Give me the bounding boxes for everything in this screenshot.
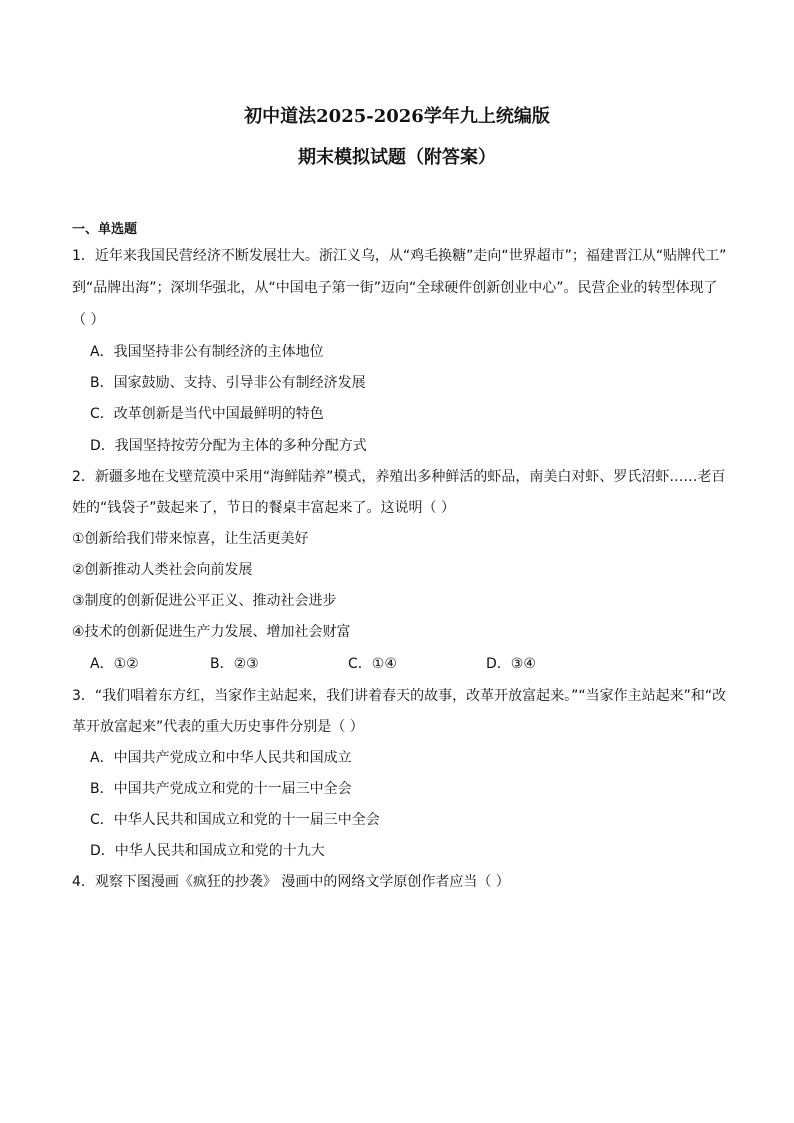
question-1-option-a[interactable]: A．我国坚持非公有制经济的主体地位 [90, 344, 324, 360]
question-1-option-d[interactable]: D．我国坚持按劳分配为主体的多种分配方式 [90, 438, 367, 454]
question-3-option-d[interactable]: D．中华人民共和国成立和党的十九大 [90, 843, 325, 859]
question-2-option-c[interactable]: C．①④ [348, 656, 397, 672]
question-2-statement-2: ②创新推动人类社会向前发展 [72, 562, 253, 578]
question-2-statement-4: ④技术的创新促进生产力发展、增加社会财富 [72, 624, 351, 640]
question-2-option-d[interactable]: D．③④ [486, 656, 536, 672]
question-2-option-b[interactable]: B．②③ [210, 656, 259, 672]
question-4-stem-line1: 4．观察下图漫画《疯狂的抄袭》 漫画中的网络文学原创作者应当（ ） [72, 874, 510, 890]
question-1-stem-line1: 1．近年来我国民营经济不断发展壮大。浙江义乌，从“鸡毛换糖”走向“世界超市”；福建晋江从“贴牌代工” [72, 248, 727, 264]
question-1-stem-line3: （ ） [72, 312, 105, 328]
document-title-line2: 期末模拟试题（附答案） [298, 147, 496, 168]
question-2-statement-1: ①创新给我们带来惊喜，让生活更美好 [72, 531, 309, 547]
question-1-stem-line2: 到“品牌出海”；深圳华强北，从“中国电子第一街”迈向“全球硬件创新创业中心”。民营企业的转型体现了 [72, 280, 718, 296]
question-3-stem-line1: 3．“我们唱着东方红，当家作主站起来，我们讲着春天的故事，改革开放富起来。”“当家作主站起来”和“改 [72, 688, 727, 704]
question-1-option-b[interactable]: B．国家鼓励、支持、引导非公有制经济发展 [90, 375, 366, 391]
question-2-option-a[interactable]: A．①② [90, 656, 139, 672]
question-2-stem-line1: 2．新疆多地在戈壁荒漠中采用“海鲜陆养”模式，养殖出多种鲜活的虾品，南美白对虾、罗氏沼虾……老百 [72, 469, 726, 485]
question-3-option-a[interactable]: A．中国共产党成立和中华人民共和国成立 [90, 750, 352, 766]
question-2-statement-3: ③制度的创新促进公平正义、推动社会进步 [72, 593, 337, 609]
question-3-option-b[interactable]: B．中国共产党成立和党的十一届三中全会 [90, 781, 352, 797]
section-heading: 一、单选题 [72, 222, 138, 237]
question-3-option-c[interactable]: C．中华人民共和国成立和党的十一届三中全会 [90, 812, 380, 828]
question-2-stem-line2: 姓的“钱袋子”鼓起来了，节日的餐桌丰富起来了。这说明（ ） [72, 500, 455, 516]
question-3-stem-line2: 革开放富起来”代表的重大历史事件分别是（ ） [72, 719, 364, 735]
document-title-line1: 初中道法2025-2026学年九上统编版 [244, 106, 550, 127]
question-1-option-c[interactable]: C．改革创新是当代中国最鲜明的特色 [90, 406, 324, 422]
